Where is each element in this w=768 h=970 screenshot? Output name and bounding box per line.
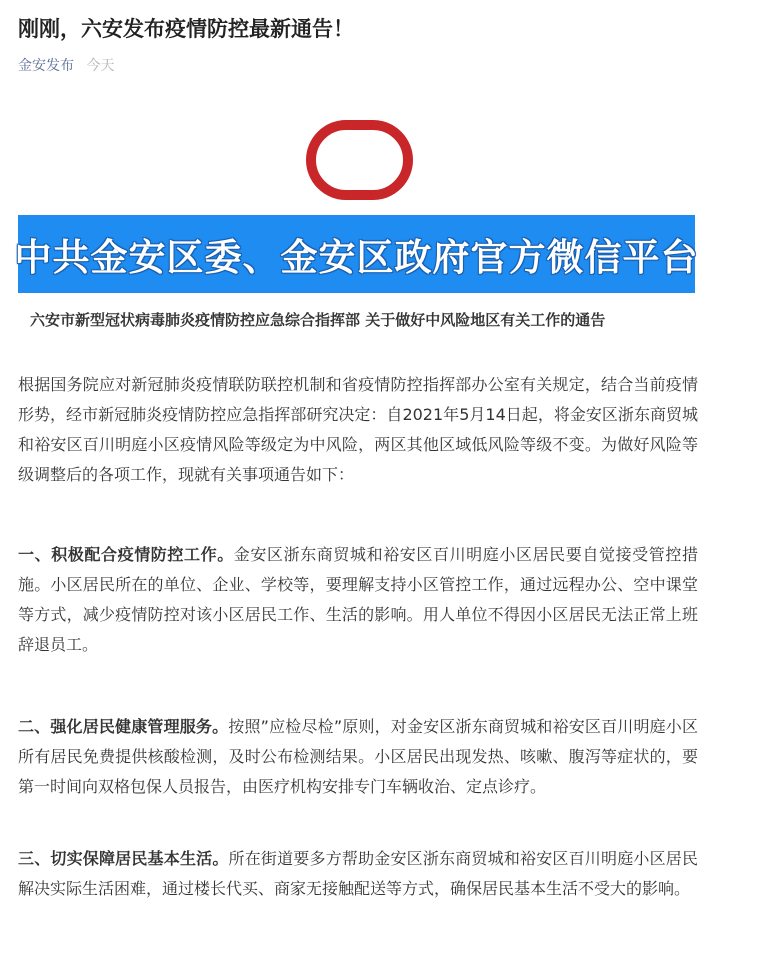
banner-text: 中共金安区委、金安区政府官方微信平台 bbox=[14, 236, 699, 279]
section-body: 金安区浙东商贸城和裕安区百川明庭小区居民要自觉接受管控措施。小区居民所在的单位、企业、学校等，要理解支持小区管控工作，通过远程办公、空中课堂等方式，减少疫情防控对该小区居民工作、生活的影响。用人单位不得因小区居民无法正常上班辞退员工。 bbox=[18, 545, 698, 654]
logo-ring-image bbox=[306, 120, 413, 200]
section-body: 按照”应检尽检”原则，对金安区浙东商贸城和裕安区百川明庭小区所有居民免费提供核酸检测，及时公布检测结果。小区居民出现发热、咳嗽、腹泻等症状的，要第一时间向双格包保人员报告，由医疗机构安排专门车辆收治、定点诊疗。 bbox=[18, 717, 698, 796]
publish-date: 今天 bbox=[86, 58, 115, 74]
author-link[interactable]: 金安发布 bbox=[18, 58, 74, 74]
section-paragraph bbox=[18, 712, 698, 802]
section-paragraph bbox=[18, 844, 698, 904]
section-paragraph bbox=[18, 540, 698, 660]
article-meta bbox=[18, 56, 114, 76]
section-heading: 二、强化居民健康管理服务。 bbox=[18, 717, 229, 736]
banner-image bbox=[14, 215, 699, 293]
notice-title: 六安市新型冠状病毒肺炎疫情防控应急综合指挥部 关于做好中风险地区有关工作的通告 bbox=[30, 311, 606, 329]
section-body: 所在街道要多方帮助金安区浙东商贸城和裕安区百川明庭小区居民解决实际生活困难，通过楼长代买、商家无接触配送等方式，确保居民基本生活不受大的影响。 bbox=[18, 849, 698, 898]
section-heading: 一、积极配合疫情防控工作。 bbox=[18, 545, 234, 564]
section-heading: 三、切实保障居民基本生活。 bbox=[18, 849, 229, 868]
intro-paragraph: 根据国务院应对新冠肺炎疫情联防联控机制和省疫情防控指挥部办公室有关规定，结合当前疫情形势，经市新冠肺炎疫情防控应急指挥部研究决定：自2021年5月14日起，将金安区浙东商贸城和裕安区百川明庭小区疫情风险等级定为中风险，两区其他区域低风险等级不变。为做好风险等级调整后的各项工作，现就有关事项通告如下： bbox=[18, 375, 698, 484]
article-title: 刚刚，六安发布疫情防控最新通告！ bbox=[18, 17, 354, 41]
